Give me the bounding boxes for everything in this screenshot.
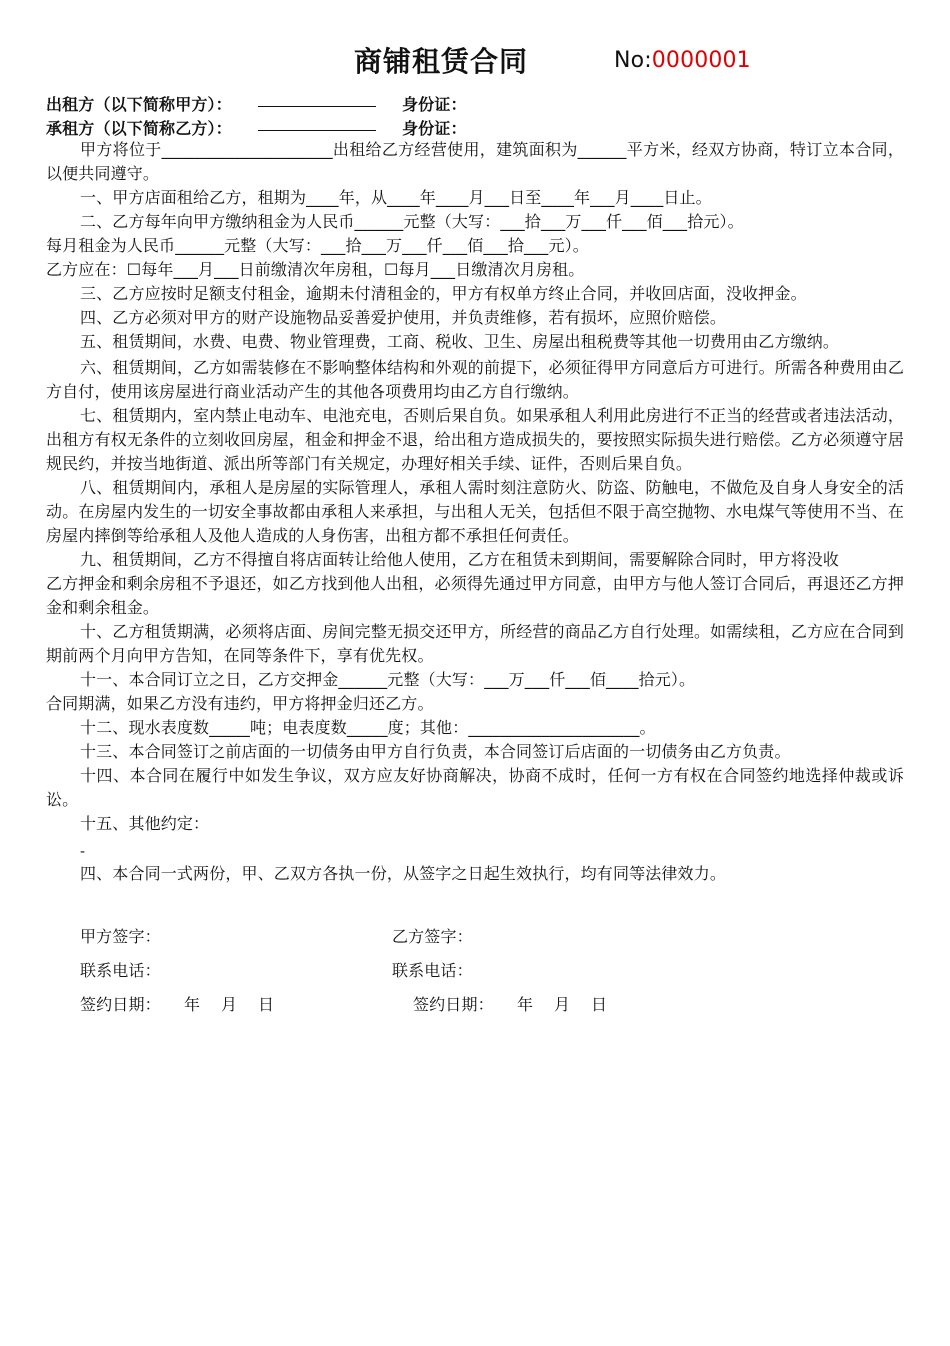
party-a-date-label: 签约日期： [80,995,161,1014]
clause-14: 十四、本合同在履行中如发生争议，双方应友好协商解决，协商不成时，任何一方有权在合同签约地选择仲裁或诉讼。 [46,766,904,809]
lessor-row [46,90,904,114]
clause-15: 十五、其他约定： [80,814,210,833]
document-number-value: 0000001 [651,48,751,73]
lessee-row [46,114,904,138]
clause-intro: 甲方将位于_____________________出租给乙方经营使用，建筑面积为______平方米，经双方协商，特订立本合同，以便共同遵守。 [46,140,904,183]
contract-document [46,0,904,1026]
party-b-date-label: 签约日期： [413,995,494,1014]
document-number-label: No: [614,48,652,73]
lessee-blank-line [258,130,376,131]
party-a-month-label: 月 [221,995,238,1014]
clause-12: 十二、现水表度数_____吨；电表度数_____度；其他：_____________________。 [80,718,656,737]
date-row [46,992,904,1026]
party-b-sign-label: 乙方签字： [392,927,473,946]
lessee-id-label: 身份证： [402,119,467,138]
document-title: 商铺租赁合同 [354,45,529,78]
lessor-id-label: 身份证： [402,95,467,114]
clause-9: 九、租赁期间，乙方不得擅自将店面转让给他人使用，乙方在租赁未到期间，需要解除合同时，甲方将没收 [80,550,840,569]
party-b-month-label: 月 [554,995,571,1014]
party-a-day-label: 日 [258,995,275,1014]
clause-8: 八、租赁期间内，承租人是房屋的实际管理人，承租人需时刻注意防火、防盗、防触电，不做危及自身人身安全的活动。在房屋内发生的一切安全事故都由承租人来承担，与出租人无关，包括但不限于高空抛物、水电煤气等使用不当、在房屋内摔倒等给承租人及他人造成的人身伤害，出租方都不承担任何责任。 [46,478,904,545]
lessor-label: 出租方（以下简称甲方）： [46,95,232,114]
clause-3: 三、乙方应按时足额支付租金，逾期未付清租金的，甲方有权单方终止合同，并收回店面，没收押金。 [80,284,807,303]
party-b-phone-label: 联系电话： [392,961,473,980]
clause-2: 二、乙方每年向甲方缴纳租金为人民币______元整（大写：___拾___万___仟___佰___拾元）。 [80,212,744,231]
clause-11: 十一、本合同订立之日，乙方交押金______元整（大写：___万___仟___佰____拾元）。 [80,670,696,689]
clause-5: 五、租赁期间，水费、电费、物业管理费，工商、税收、卫生、房屋出租税费等其他一切费用由乙方缴纳。 [80,332,840,351]
clause-10: 十、乙方租赁期满，必须将店面、房间完整无损交还甲方，所经营的商品乙方自行处理。如需续租，乙方应在合同到期前两个月向甲方告知，在同等条件下，享有优先权。 [46,622,904,665]
signature-row [46,924,904,958]
header [46,0,904,90]
clause-11-continued: 合同期满，如果乙方没有违约，甲方将押金归还乙方。 [46,694,434,713]
clause-7: 七、租赁期内，室内禁止电动车、电池充电，否则后果自负。如果承租人利用此房进行不正当的经营或者违法活动，出租方有权无条件的立刻收回房屋，租金和押金不退，给出租方造成损失的，要按照实际损失进行赔偿。乙方必须遵守居规民约，并按当地街道、派出所等部门有关规定，办理好相关手续、证件，否则后果自负。 [46,406,904,473]
clause-2-monthly: 每月租金为人民币______元整（大写：___拾___万___仟___佰___拾___元）。 [46,236,589,255]
party-b-year-label: 年 [517,995,534,1014]
clause-9-continued: 乙方押金和剩余房租不予退还，如乙方找到他人出租，必须得先通过甲方同意，由甲方与他人签订合同后，再退还乙方押金和剩余租金。 [46,574,904,617]
document-number [614,48,751,73]
clause-final: 四、本合同一式两份，甲、乙双方各执一份，从签字之日起生效执行，均有同等法律效力。 [80,864,727,883]
clause-1: 一、甲方店面租给乙方，租期为____年，从____年____月___日至____年___月____日止。 [80,188,712,207]
clause-2-due: 乙方应在：☐每年___月___日前缴清次年房租，☐每月___日缴清次月房租。 [46,260,585,279]
lessor-blank-line [258,106,376,107]
clause-13: 十三、本合同签订之前店面的一切债务由甲方自行负责，本合同签订后店面的一切债务由乙方负责。 [80,742,791,761]
party-a-year-label: 年 [184,995,201,1014]
lessee-label: 承租方（以下简称乙方）： [46,119,232,138]
party-a-sign-label: 甲方签字： [80,927,161,946]
party-b-day-label: 日 [591,995,608,1014]
party-a-phone-label: 联系电话： [80,961,161,980]
phone-row [46,958,904,992]
clause-4: 四、乙方必须对甲方的财产设施物品妥善爱护使用，并负责维修，若有损坏，应照价赔偿。 [80,308,727,327]
clause-6: 六、租赁期间，乙方如需装修在不影响整体结构和外观的前提下，必须征得甲方同意后方可进行。所需各种费用由乙方自付，使用该房屋进行商业活动产生的其他各项费用均由乙方自行缴纳。 [46,358,904,401]
blank-dash: - [80,844,86,860]
